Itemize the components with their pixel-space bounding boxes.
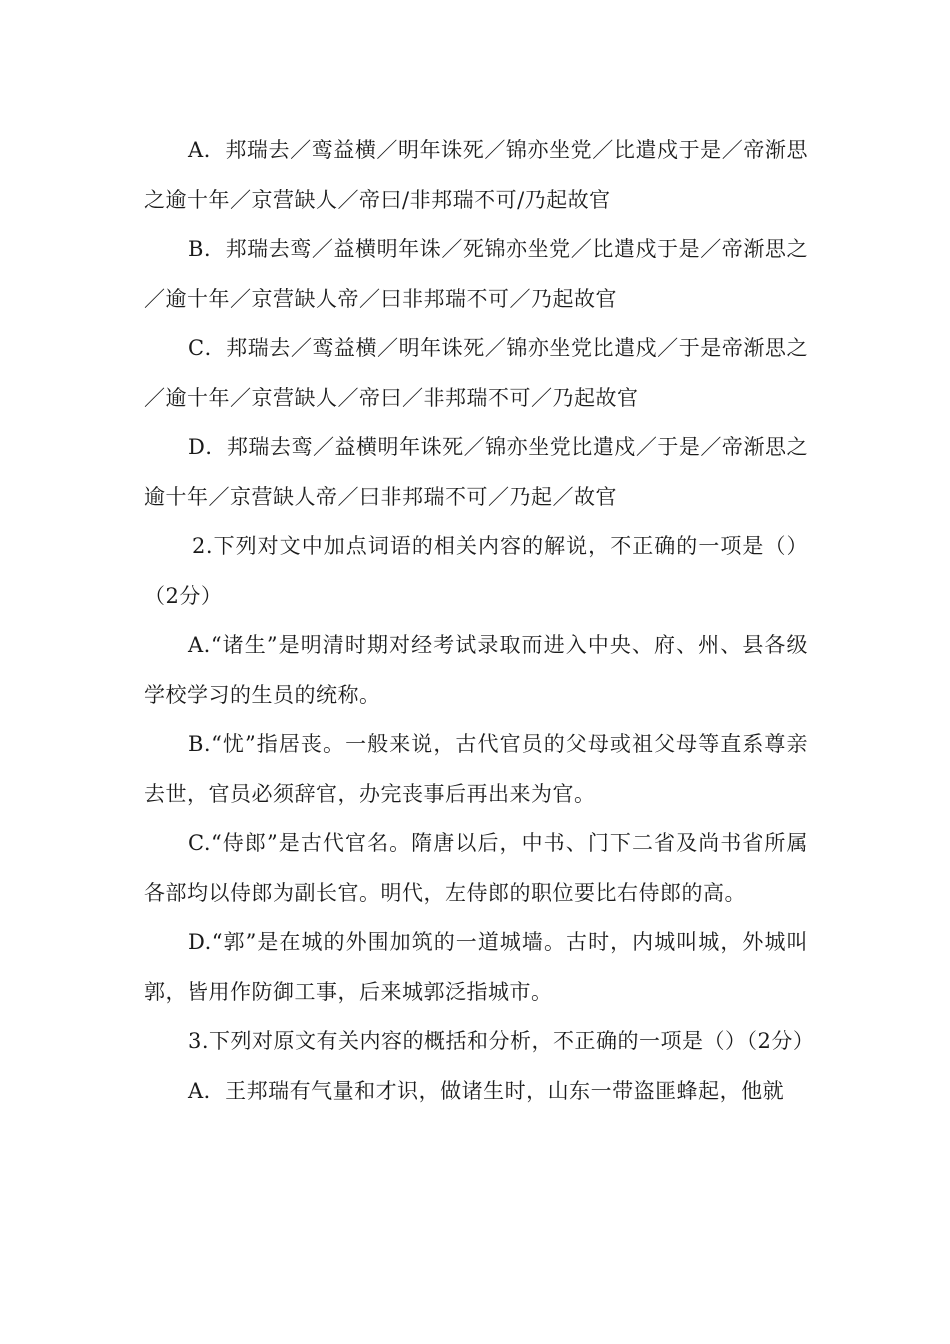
question-2-option-c: C.“侍郎”是古代官名。隋唐以后，中书、门下二省及尚书省所属各部均以侍郎为副长官。明代，左侍郎的职位要比右侍郎的高。 bbox=[144, 831, 808, 905]
question-1-option-d: D．邦瑞去鸾／益横明年诛死／锦亦坐党比遣戍／于是／帝渐思之逾十年／京营缺人帝／曰非邦瑞不可／乃起／故官 bbox=[144, 435, 808, 509]
question-2-option-d: D.“郭”是在城的外围加筑的一道城墙。古时，内城叫城，外城叫郭，皆用作防御工事，后来城郭泛指城市。 bbox=[144, 930, 808, 1004]
question-1-option-b: B．邦瑞去鸾／益横明年诛／死锦亦坐党／比遣戍于是／帝渐思之／逾十年／京营缺人帝／曰非邦瑞不可／乃起故官 bbox=[144, 237, 808, 311]
document-body bbox=[144, 126, 815, 1116]
question-1-option-c: C．邦瑞去／鸾益横／明年诛死／锦亦坐党比遣戍／于是帝渐思之／逾十年／京营缺人／帝曰／非邦瑞不可／乃起故官 bbox=[144, 336, 808, 410]
question-2-option-a: A.“诸生”是明清时期对经考试录取而进入中央、府、州、县各级学校学习的生员的统称。 bbox=[144, 633, 808, 707]
question-3-stem: 3.下列对原文有关内容的概括和分析，不正确的一项是（）（2分） bbox=[188, 1029, 815, 1053]
question-2-stem: 2.下列对文中加点词语的相关内容的解说，不正确的一项是（）（2分） bbox=[144, 534, 808, 608]
question-2-option-b: B.“忧”指居丧。一般来说，古代官员的父母或祖父母等直系尊亲去世，官员必须辞官，办完丧事后再出来为官。 bbox=[144, 732, 808, 806]
question-1-option-a: A．邦瑞去／鸾益横／明年诛死／锦亦坐党／比遣戍于是／帝渐思之逾十年／京营缺人／帝曰/非邦瑞不可/乃起故官 bbox=[144, 138, 808, 212]
question-3-option-a: A．王邦瑞有气量和才识，做诸生时，山东一带盗匪蜂起，他就 bbox=[188, 1078, 785, 1103]
